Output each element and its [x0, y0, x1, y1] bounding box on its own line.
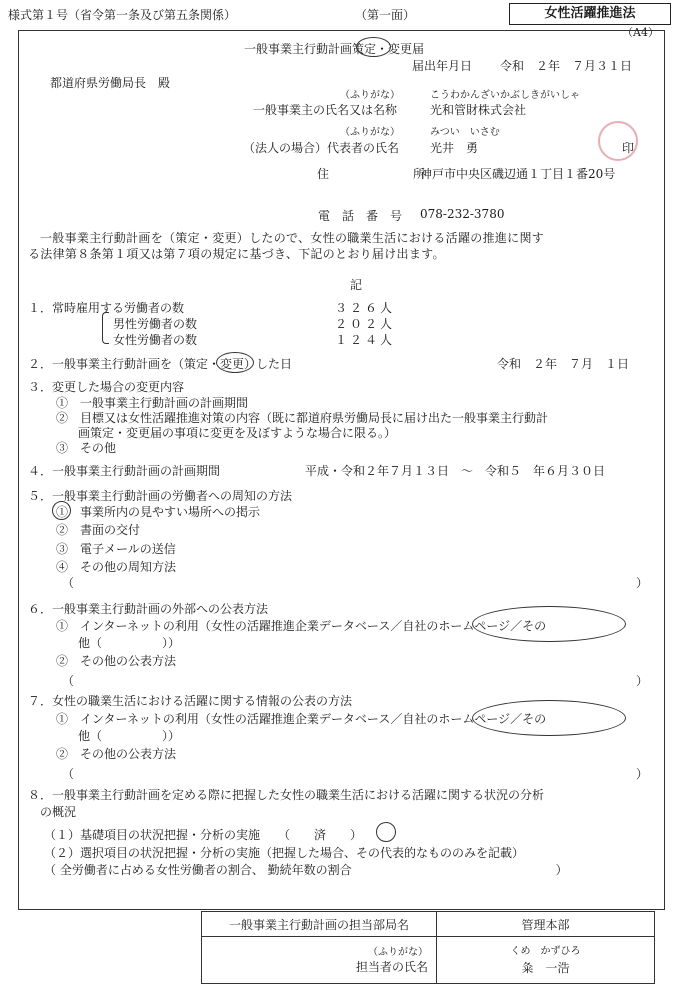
s2-date: 令和 ２年 ７月 １日	[497, 357, 630, 371]
s1-male-label: 男性労働者の数	[113, 317, 198, 331]
s1-female: １２４人	[335, 333, 396, 347]
s6-label: ６．一般事業主行動計画の外部への公表方法	[28, 602, 269, 616]
rep-label: （法人の場合）代表者の氏名	[243, 141, 400, 155]
s7-paren-close: ）	[636, 767, 649, 781]
s5-label: ５．一般事業主行動計画の労働者への周知の方法	[28, 489, 293, 503]
address-value: 神戸市中央区磯辺通１丁目１番20号	[420, 167, 616, 181]
addressee: 都道府県労働局長 殿	[50, 76, 171, 90]
s8-item-3: （ 全労働者に占める女性労働者の割合、 勤続年数の割合 ）	[44, 863, 568, 877]
s1-male: ２０２人	[335, 317, 396, 331]
s7-homepage-circle	[472, 700, 626, 736]
s2-label: ２．一般事業主行動計画を（策定・変更）した日	[28, 357, 293, 371]
s2-sakutei-circle	[216, 352, 254, 373]
s6-paren-open: （	[62, 674, 75, 688]
s7-paren-open: （	[62, 767, 75, 781]
s5-item-2: ② 書面の交付	[56, 523, 141, 537]
s6-line-2: 他（ ））	[78, 636, 181, 650]
s3-item-2-cont: 画策定・変更届の事項に変更を及ぼすような場合に限る。）	[78, 426, 397, 440]
seal-mark: 印	[622, 141, 635, 155]
s5-item-3: ③ 電子メールの送信	[56, 542, 176, 556]
s5-paren-close: ）	[636, 576, 649, 590]
ki-heading: 記	[350, 278, 363, 292]
s7-label: ７．女性の職業生活における活躍に関する情報の公表の方法	[28, 694, 353, 708]
person-cell	[437, 937, 655, 984]
s6-paren-close: ）	[636, 674, 649, 688]
s8-label-1: ８．一般事業主行動計画を定める際に把握した女性の職業生活における活躍に関する状況の分析	[28, 788, 545, 802]
s3-item-2: ② 目標又は女性活躍推進対策の内容（既に都道府県労働局長に届け出た一般事業主行動計	[56, 411, 549, 425]
company-furigana-label: （ふりがな）	[340, 90, 400, 101]
law-badge: 女性活躍推進法	[509, 3, 671, 25]
intro-line-2: る法律第８条第１項又は第７項の規定に基づき、下記のとおり届け出ます。	[28, 247, 445, 261]
s1-female-label: 女性労働者の数	[113, 333, 198, 347]
s6-homepage-circle	[472, 606, 626, 642]
s8-done-circle	[376, 822, 396, 842]
page-indicator: （第一面）	[355, 8, 416, 22]
s4-label: ４．一般事業主行動計画の計画期間	[28, 464, 221, 478]
s3-item-1: ① 一般事業主行動計画の計画期間	[56, 396, 249, 410]
s3-item-3: ③ その他	[56, 441, 117, 455]
s8-item-2: （２）選択項目の状況把握・分析の実施（把握した場合、その代表的なもののみを記載）	[44, 846, 525, 860]
s7-line-3: ② その他の公表方法	[56, 747, 177, 761]
company-name: 光和管財株式会社	[430, 103, 527, 117]
rep-name: 光井 勇	[430, 141, 479, 155]
person-label: 担当者の氏名	[355, 960, 428, 974]
s4-period: 平成・令和２年７月１３日 ～ 令和５ 年６月３０日	[305, 464, 606, 478]
s6-line-1: ① インターネットの利用（女性の活躍推進企業データベース／自社のホームページ／その	[56, 619, 547, 633]
dept-value: 管理本部	[437, 912, 655, 937]
form-number: 様式第１号（省令第一条及び第五条関係）	[8, 8, 237, 22]
person-label-cell	[202, 937, 437, 984]
person-furigana: くめ かずひろ	[510, 946, 581, 957]
s8-item-1: （１）基礎項目の状況把握・分析の実施 （ 済 ）	[44, 828, 363, 842]
s7-line-1: ① インターネットの利用（女性の活躍推進企業データベース／自社のホームページ／その	[56, 712, 547, 726]
s7-line-2: 他（ ））	[78, 729, 181, 743]
rep-furigana: みつい いさむ	[430, 127, 500, 138]
company-label: 一般事業主の氏名又は名称	[253, 103, 398, 117]
paper-size: （A4）	[622, 26, 659, 39]
submit-date-label: 届出年月日	[412, 59, 473, 73]
s8-label-2: の概況	[40, 805, 77, 819]
person-name: 粂 一浩	[521, 961, 570, 975]
s6-line-3: ② その他の公表方法	[56, 654, 177, 668]
s1-label: １．常時雇用する労働者の数	[28, 301, 185, 315]
dept-label: 一般事業主行動計画の担当部局名	[202, 912, 437, 937]
address-label: 住 所	[317, 167, 426, 181]
rep-furigana-label: （ふりがな）	[340, 127, 400, 138]
s5-item-4: ④ その他の周知方法	[56, 560, 177, 574]
company-furigana: こうわかんざいかぶしきがいしゃ	[430, 90, 580, 101]
s5-item-1: ① 事業所内の見やすい場所への掲示	[56, 505, 261, 519]
s1-brace	[102, 312, 109, 344]
intro-line-1: 一般事業主行動計画を（策定・変更）したので、女性の職業生活における活躍の推進に関す	[40, 231, 545, 245]
submit-date: 令和 ２年 ７月３１日	[500, 59, 633, 73]
s1-total: ３２６人	[335, 301, 396, 315]
person-furigana-label: （ふりがな）	[368, 947, 428, 958]
phone-label: 電 話 番 号	[318, 209, 403, 223]
sakutei-circle-mark	[356, 37, 391, 57]
contact-table	[201, 911, 655, 984]
phone-value: 078-232-3780	[420, 207, 505, 221]
form-title: 一般事業主行動計画策定・変更届	[244, 42, 425, 56]
s5-paren-open: （	[62, 576, 75, 590]
s3-label: ３．変更した場合の変更内容	[28, 380, 185, 394]
